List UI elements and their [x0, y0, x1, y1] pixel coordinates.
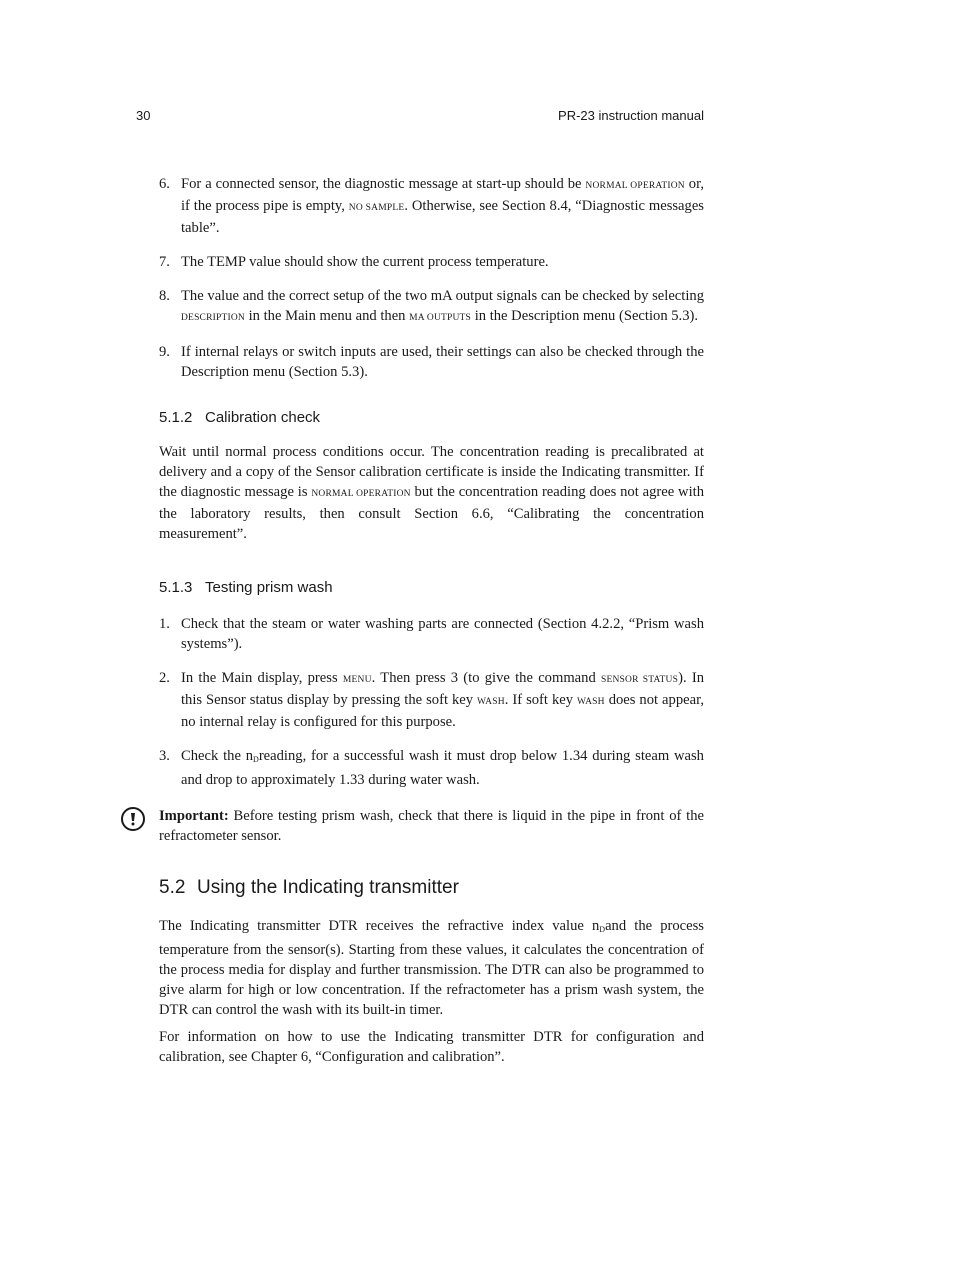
list-item [159, 746, 704, 790]
item-text: or, if the process pipe is empty, [181, 176, 705, 214]
item-text: reading, for a successful wash it must drop below 1.34 during steam wash and drop to approximately 1.33 during water wash. [181, 748, 704, 788]
smallcaps-term: WASH [577, 697, 605, 707]
item-text: . Otherwise, see Section 8.4, “Diagnostic messages table”. [181, 198, 704, 236]
item-number: 3. [159, 748, 170, 764]
list-item [159, 252, 704, 272]
subsection-heading-prism-wash [159, 578, 704, 598]
list-item [159, 342, 704, 382]
item-text: does not appear, no internal relay is configured for this purpose. [181, 692, 704, 730]
item-text: . Then press 3 (to give the command [371, 670, 601, 686]
item-text: For a connected sensor, the diagnostic message at start-up should be [181, 176, 586, 192]
item-number: 8. [159, 288, 170, 304]
item-text: The value and the correct setup of the two mA output signals can be checked by selecting [181, 288, 704, 304]
transmitter-paragraph-1 [159, 916, 704, 1020]
important-label: Important: [159, 808, 229, 824]
smallcaps-term: NO SAMPLE [348, 203, 405, 213]
paragraph-text: Wait until normal process conditions occur. The concentration reading is precalibrated at delivery and a copy of the Sensor calibration certificate is inside the Indicating transmitter. If the diagnostic message is [159, 444, 704, 500]
item-text: ). In this Sensor status display by pressing the soft key [181, 670, 705, 708]
subscript: D [253, 755, 259, 764]
paragraph-text: and the process temperature from the sensor(s). Starting from these values, it calculates the concentration of the process media for display and further transmission. The DTR can also be programmed to give alarm for high or low concentration. If the refractometer has a prism wash system, the DTR can control the wash with its built-in timer. [159, 918, 704, 1018]
procedure-list-a [159, 174, 704, 382]
transmitter-paragraph-2: For information on how to use the Indicating transmitter DTR for configuration and calibration, see Chapter 6, “Configuration and calibration”. [159, 1029, 704, 1065]
subsection-heading-calibration [159, 408, 704, 428]
important-text: Before testing prism wash, check that there is liquid in the pipe in front of the refractometer sensor. [159, 808, 704, 844]
list-item [159, 614, 704, 654]
subscript: D [599, 925, 606, 934]
item-number: 7. [159, 254, 170, 270]
smallcaps-term: WASH [477, 697, 505, 707]
section-number: 5.2 [159, 877, 186, 898]
smallcaps-term: DESCRIPTION [181, 313, 245, 323]
item-number: 9. [159, 344, 170, 360]
item-text: Check the n [181, 748, 254, 764]
list-item [159, 668, 704, 732]
main-column [159, 174, 704, 1074]
smallcaps-term: NORMAL OPERATION [311, 489, 411, 499]
item-number: 2. [159, 670, 170, 686]
paragraph-text: but the concentration reading does not agree with the laboratory results, then consult Section 6.6, “Calibrating the concentration measurement”. [159, 484, 704, 542]
item-text: in the Main menu and then [244, 308, 410, 324]
list-item [159, 286, 704, 328]
section-title: Calibration check [205, 409, 321, 426]
section-number: 5.1.3 [159, 579, 193, 596]
running-title: PR-23 instruction manual [558, 108, 704, 123]
procedure-list-b [159, 614, 704, 790]
item-text: The TEMP value should show the current process temperature. [181, 254, 549, 270]
smallcaps-term: MA OUTPUTS [409, 313, 472, 323]
paragraph-text: The Indicating transmitter DTR receives the refractive index value n [159, 918, 600, 934]
item-number: 6. [159, 176, 170, 192]
section-title: Testing prism wash [205, 579, 333, 596]
exclamation-icon [121, 807, 145, 831]
item-text: If internal relays or switch inputs are used, their settings can also be checked through the Description menu (Section 5.3). [181, 344, 704, 380]
item-text: In the Main display, press [181, 670, 343, 686]
smallcaps-term: SENSOR STATUS [601, 675, 679, 685]
item-number: 1. [159, 616, 170, 632]
smallcaps-term: MENU [342, 675, 372, 685]
list-item [159, 174, 704, 238]
section-heading-indicating-transmitter [159, 876, 704, 900]
item-text: in the Description menu (Section 5.3). [471, 308, 699, 324]
calibration-paragraph [159, 442, 704, 544]
page-number: 30 [136, 108, 151, 123]
item-text: . If soft key [504, 692, 577, 708]
section-number: 5.1.2 [159, 409, 193, 426]
section-title: Using the Indicating transmitter [197, 877, 459, 898]
important-note [159, 806, 704, 846]
smallcaps-term: NORMAL OPERATION [585, 181, 685, 191]
item-text: Check that the steam or water washing parts are connected (Section 4.2.2, “Prism wash systems”). [181, 616, 704, 652]
